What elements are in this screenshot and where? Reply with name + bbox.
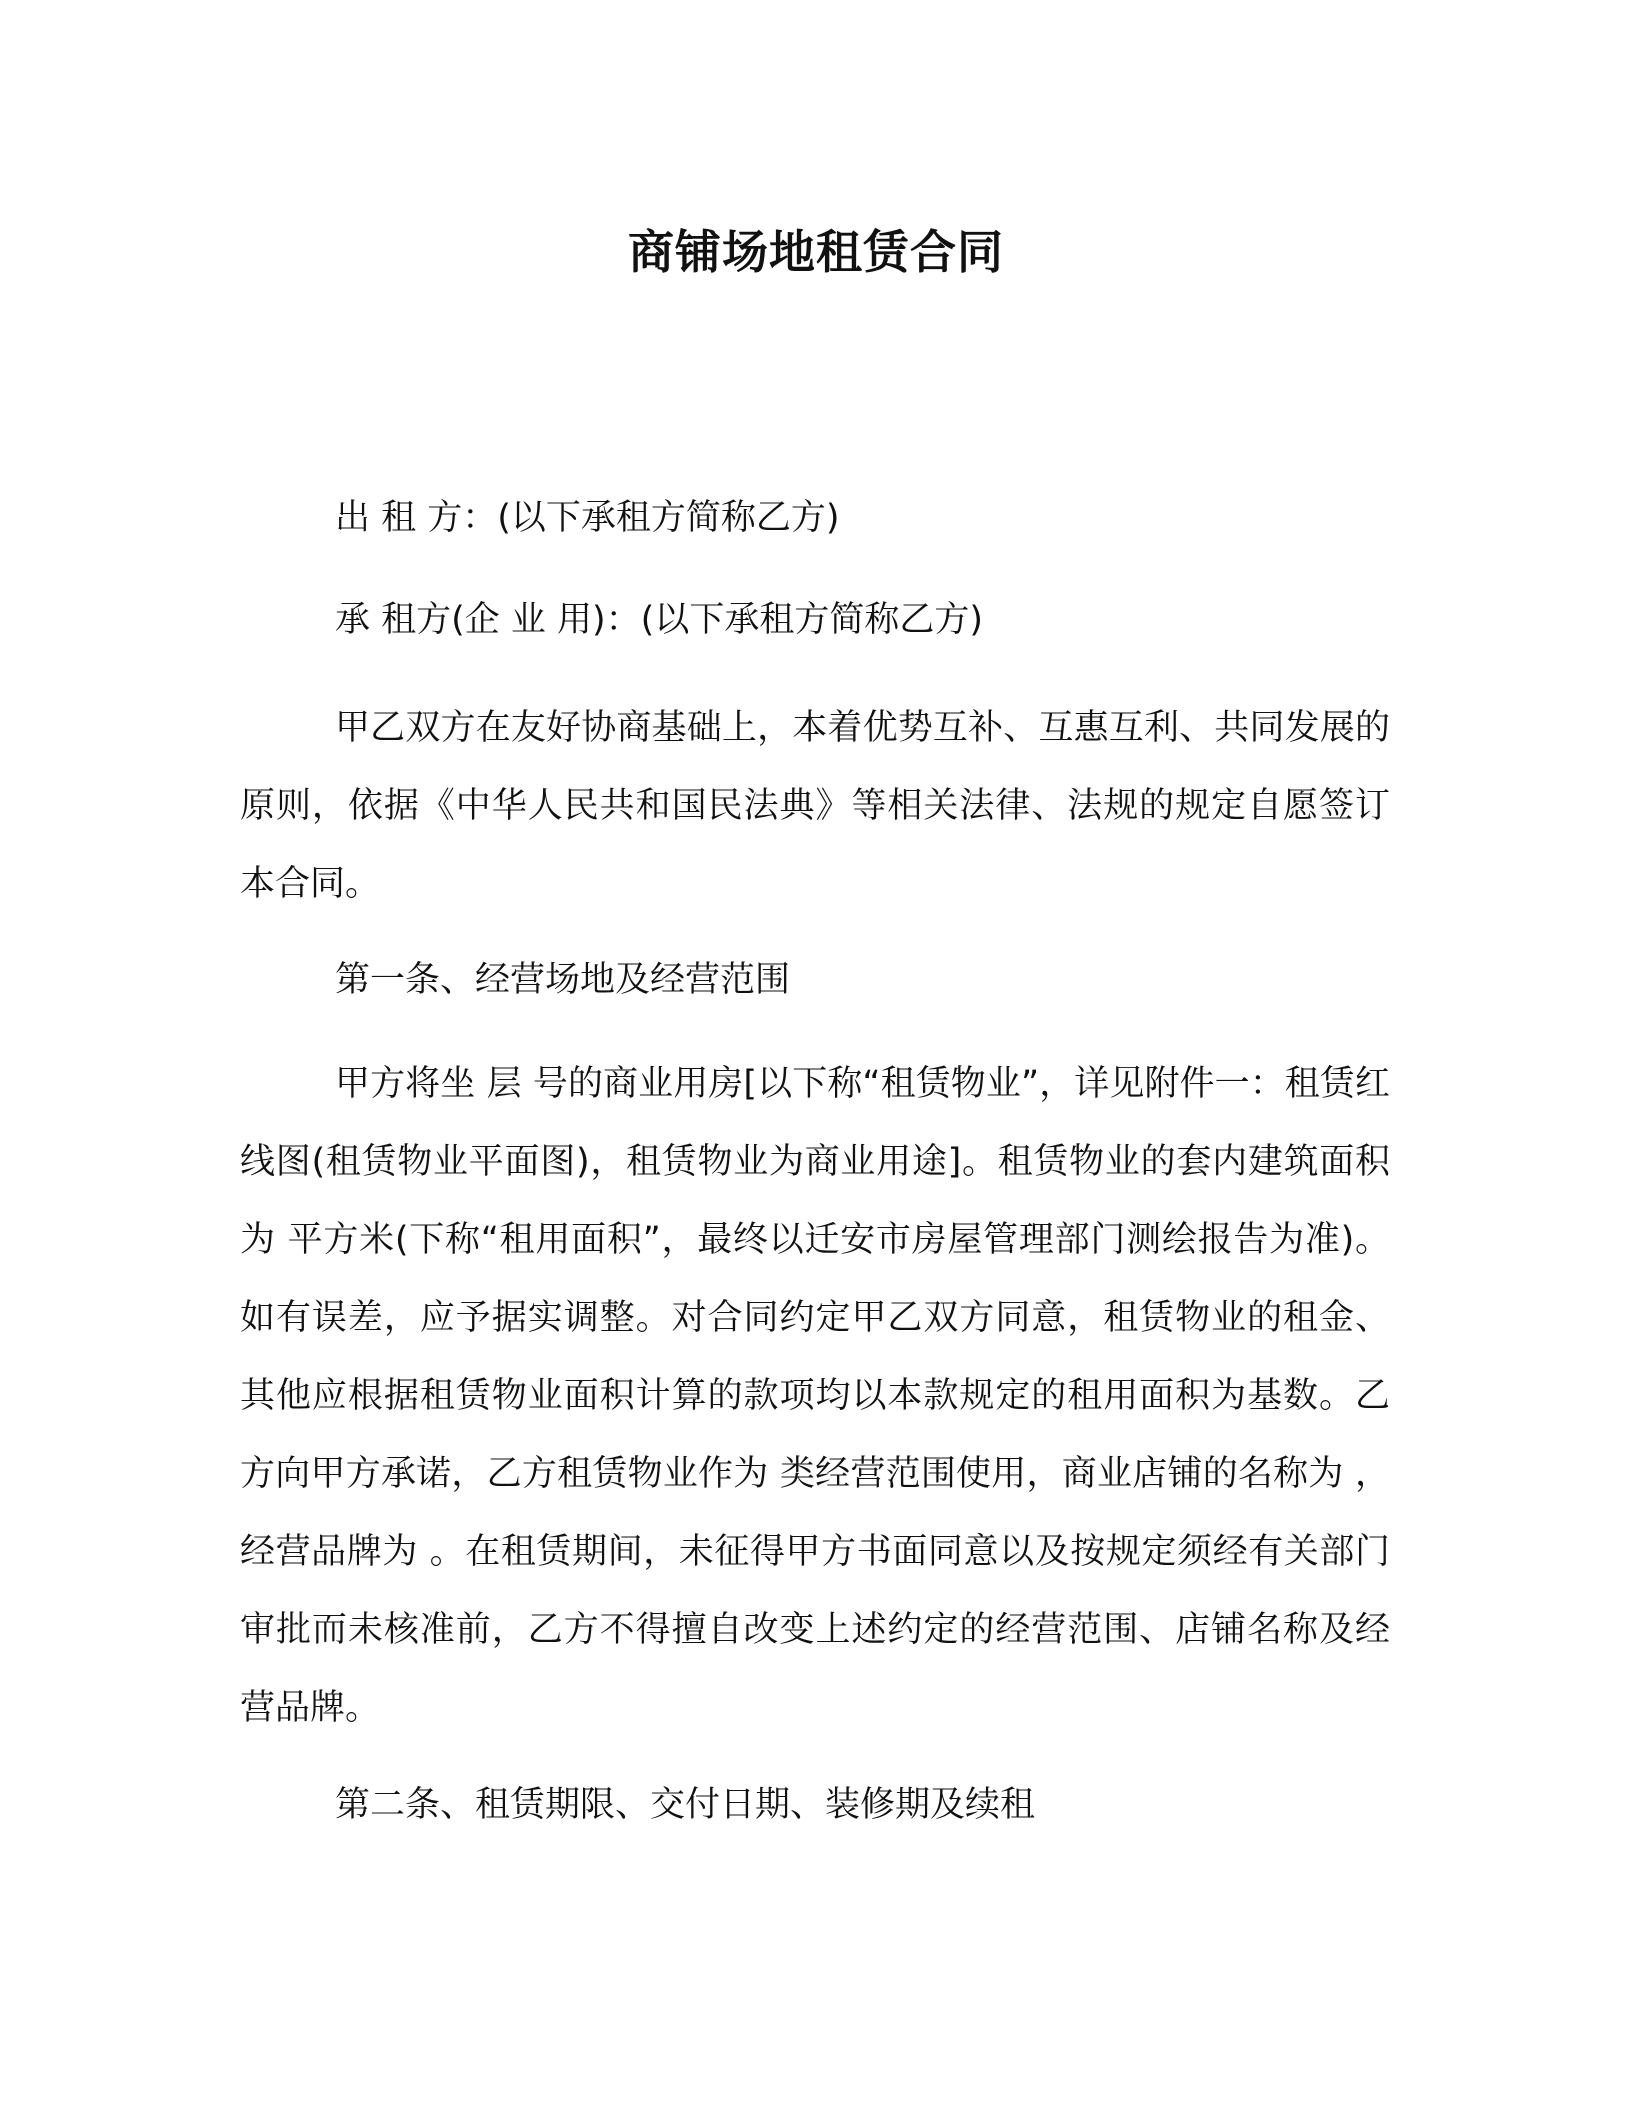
lessee-line: 承 租方(企 业 用)：(以下承租方简称乙方) [335, 600, 983, 640]
intro-paragraph: 甲乙双方在友好协商基础上，本着优势互补、互惠互利、共同发展的原则，依据《中华人民共和国民法典》等相关法律、法规的规定自愿签订本合同。 [240, 708, 1390, 904]
article1-body: 甲方将坐 层 号的商业用房[以下称“租赁物业”，详见附件一：租赁红线图(租赁物业平面图)，租赁物业为商业用途]。租赁物业的套内建筑面积为 平方米(下称“租用面积”，最终以迁安市房屋管理部门测绘报告为准)。如有误差，应予据实调整。对合同约定甲乙双方同意，租赁物业的租金、其他应根据租赁物业面积计算的款项均以本款规定的租用面积为基数。乙方向甲方承诺，乙方租赁物业作为 类经营范围使用，商业店铺的名称为 ，经营品牌为 。在租赁期间，未征得甲方书面同意以及按规定须经有关部门审批而未核准前，乙方不得擅自改变上述约定的经营范围、店铺名称及经营品牌。 [240, 1064, 1390, 1728]
article1-heading: 第一条、经营场地及经营范围 [335, 960, 791, 1000]
article2-heading: 第二条、租赁期限、交付日期、装修期及续租 [335, 1785, 1036, 1825]
lessor-line: 出 租 方：(以下承租方简称乙方) [335, 498, 840, 538]
document-title: 商铺场地租赁合同 [628, 225, 1004, 279]
